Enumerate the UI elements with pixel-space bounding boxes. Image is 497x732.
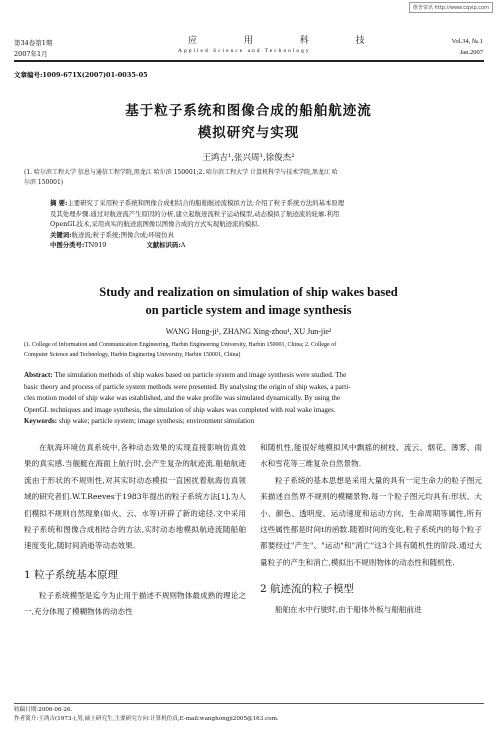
title-line-2: 模拟研究与实现: [197, 125, 300, 141]
text-line: 粒子系统的基本思想是采用大量的具有一定生: [275, 475, 429, 485]
section-1-heading: 1 粒子系统基本原理: [24, 568, 119, 581]
abstract-cn-line: [50, 198, 450, 209]
affiliation-en-1: (1. College of Information and Communication Engineering, Harbin Engineering University, Harbin 150001, China; 2. College of: [24, 342, 337, 348]
text-line: 的每个粒子都要经过"产生"、"运动"和"消亡"这3: [260, 525, 482, 551]
keywords-cn-text: 航迹流;粒子系统;图像合成;环境仿真: [71, 230, 174, 239]
abstract-cn-label: 摘 要:: [50, 199, 68, 207]
text-line: 命力的粒子图元来描述自然界不规则的模糊景物.: [260, 475, 483, 502]
text-line: 域的研究者们.W.T.Reeves于1983年提出的粒子: [24, 492, 188, 502]
keywords-cn-label: 关键词:: [50, 230, 72, 239]
keywords-en-label: Keywords:: [24, 417, 58, 426]
volume-issue: 第34卷第1期: [14, 39, 53, 47]
abstract-en-line: cles motion model of ship wake was established, and the wake profile was simulated dynamically. By using the: [24, 394, 341, 403]
text-line: 模拟出不规则物体的动态性和随机性.: [330, 557, 455, 567]
doc-code-label: 文献标识码:: [146, 241, 181, 249]
abstract-en-text: The simulation methods of ship wakes based on particle system and image synthesis were studied. The: [54, 371, 347, 379]
text-line: 最成熟的理论之一,充分体现了模糊物体的动态性: [24, 590, 247, 617]
section-2-paragraph: [260, 602, 482, 618]
text-line: 船舶在水中行驶时,由于船体外板与船舶前进: [275, 605, 422, 615]
journal-name-en: Applied Science and Technology: [178, 48, 311, 54]
abstract-en: [24, 370, 484, 428]
volume-issue-en: Vol.34, №.1: [451, 38, 483, 45]
keywords-cn: [50, 230, 450, 241]
text-line: 在航海环境仿真系统中,各种动态效果的实现: [39, 443, 192, 452]
footnote: [14, 706, 484, 724]
text-line: 粒子系统模型是迄今为止用于描述不规则物体: [39, 590, 193, 600]
text-line: 云、水等)开辟了新的途径.文中采用粒子系统和图: [24, 508, 247, 535]
clc-label: 中图分类号:: [50, 241, 85, 249]
text-line: 像合成相结合的方法,实时动态地模拟航迹流随船: [71, 525, 239, 535]
abstract-en-label: Abstract:: [24, 371, 53, 379]
text-line: 舶速度变化,随时间消逝等动态效果.: [24, 525, 246, 551]
source-stamp: 维普资讯 http://www.cqvip.com: [409, 2, 493, 13]
footnote-rule: [14, 703, 484, 704]
section-2-heading: 2 航迹流的粒子模型: [260, 583, 355, 596]
abstract-en-line: OpenGL techniques and image synthesis, the simulation of ship wakes was completed with real wake images.: [24, 405, 336, 414]
title-line-1: 基于粒子系统和图像合成的船舶航迹流: [125, 103, 372, 119]
authors-en: WANG Hong-ji¹, ZHANG Xing-zhou¹, XU Jun-jie²: [165, 327, 332, 336]
text-line: 花、薄雾、雨水和雪花等三维复杂自然景物.: [260, 443, 482, 469]
text-line: 规则性,对其实时动态模拟一直困扰着航海仿真领: [78, 475, 247, 485]
text-line: 直接影响仿真效果的真实感.当舰艇在海面上航行: [24, 443, 246, 469]
journal-name: 应 用 科 技: [188, 36, 387, 46]
text-line: 时,会产生复杂的航迹流.船舶航迹流由于形状的不: [24, 459, 246, 485]
authors-cn: 王鸿吉¹,张兴周¹,徐俊杰²: [202, 153, 295, 163]
text-line: 性都是时间t的函数.随着时间的变化,粒子系统内: [282, 525, 444, 535]
affiliation-cn-2: 尔滨 150001): [24, 179, 64, 186]
issue-date: 2007年1月: [14, 50, 48, 58]
clc-value: TN919: [84, 241, 107, 249]
english-title-line-2: on particle system and image synthesis: [145, 303, 352, 317]
section-1-paragraph: [24, 588, 246, 621]
left-column: [24, 440, 246, 621]
abstract-en-line: [24, 370, 484, 382]
affiliation-en-2: Computer Science and Technology, Harbin Enginering University, Harbin 150001, China): [24, 352, 241, 358]
classification: [50, 240, 450, 251]
text-line: 系统方法[1],为人们模拟不规则自然现象(如火、: [24, 492, 246, 518]
keywords-en-text: ship wake; particle system; image synthesis; environment simulation: [58, 417, 255, 426]
particle-paragraph: [260, 473, 482, 571]
received-date: 收稿日期:2006-06-26.: [14, 707, 73, 713]
keywords-en: [24, 416, 484, 428]
continued-paragraph: [260, 440, 482, 473]
text-line: 个具有随机性的阶段.通过大量粒子的产生和消亡,: [260, 541, 482, 567]
abstract-cn-line: OpenGL技术,采用真实的航迹流图像以图像合成的方式实现航迹流的模拟.: [50, 220, 260, 228]
right-column: [260, 440, 482, 619]
abstract-cn-line: 及其处理步骤.通过对航迹流产生原因的分析,建立起航迹流粒子运动模型,动态模拟了航迹流的轮廓.利用: [50, 209, 340, 218]
text-line: 和随机性,能很好地模拟风中飘摇的树枝、流云、烟: [260, 443, 436, 452]
abstract-cn: [50, 198, 450, 251]
abstract-en-line: basic theory and process of particle system methods were presented. By analysing the origin of ship wakes, a parti-: [24, 382, 351, 391]
text-line: 运动速度和运动方向、生命周期等属性,所有这些属: [260, 508, 482, 535]
affiliation-cn-1: (1. 哈尔滨工程大学 信息与通信工程学院,黑龙江 哈尔滨 150001;2. 哈尔滨工程大学 计算机科学与技术学院,黑龙江 哈: [24, 169, 338, 176]
doc-code-value: A: [180, 241, 186, 249]
author-bio: 作者简介:王鸿吉(1973-),男,硕士研究生,主要研究方向:计算机仿真,E-mail:wanghongji2005@163.com.: [14, 716, 279, 722]
text-line: 每一个粒子图元均具有:形状、大小、颜色、透明度、: [260, 492, 482, 518]
english-title-line-1: Study and realization on simulation of ship wakes based: [99, 285, 398, 299]
issue-date-en: Jan.2007: [459, 49, 483, 56]
abstract-cn-text: 主要研究了采用粒子系统和图像合成相结合的船舶航迹流模拟方法.介绍了粒子系统方法的基本原理: [67, 199, 345, 207]
header-rule: [14, 60, 484, 62]
intro-paragraph: [24, 440, 246, 555]
article-number: 文章编号:1009-671X(2007)01-0035-05: [14, 71, 148, 79]
